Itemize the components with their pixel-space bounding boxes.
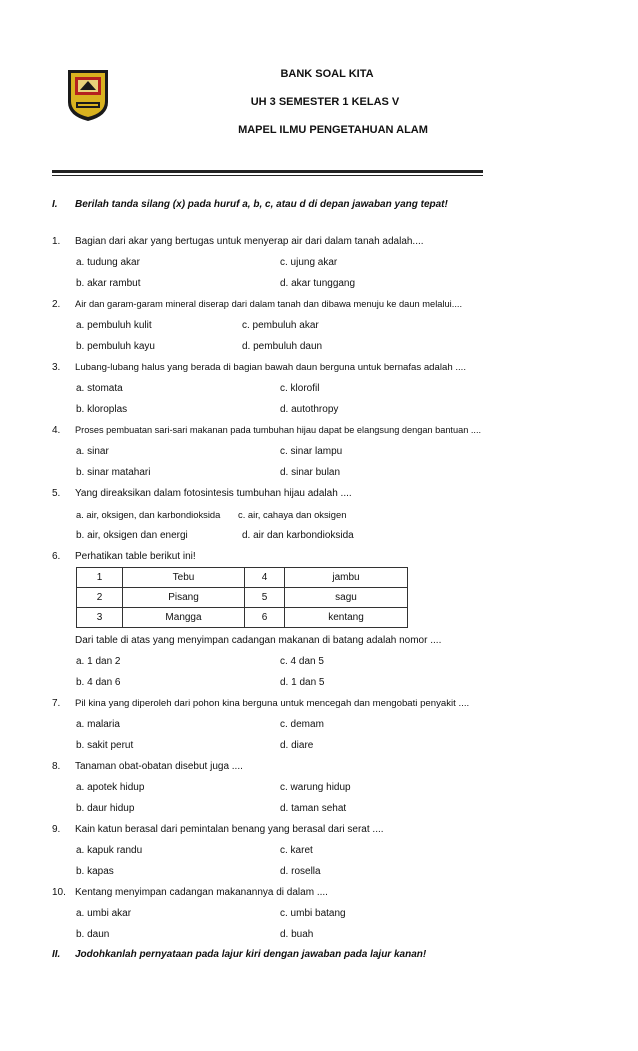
table-cell: Tebu xyxy=(123,568,245,588)
question-text: Tanaman obat-obatan disebut juga .... xyxy=(75,761,243,772)
table-cell: kentang xyxy=(285,608,408,628)
question-number: 9. xyxy=(52,824,61,835)
option-d: d. rosella xyxy=(280,866,321,877)
option-c: c. pembuluh akar xyxy=(242,320,319,331)
option-a: a. pembuluh kulit xyxy=(76,320,152,331)
header-subject: MAPEL ILMU PENGETAHUAN ALAM xyxy=(238,124,428,136)
table-cell: 6 xyxy=(245,608,285,628)
question-text-continued: Dari table di atas yang menyimpan cadangan makanan di batang adalah nomor .... xyxy=(75,635,442,646)
option-c: c. warung hidup xyxy=(280,782,351,793)
option-d: d. autothropy xyxy=(280,404,339,415)
table-cell: 4 xyxy=(245,568,285,588)
option-b: b. 4 dan 6 xyxy=(76,677,121,688)
option-a: a. sinar xyxy=(76,446,109,457)
option-a: a. malaria xyxy=(76,719,120,730)
table-row xyxy=(77,588,408,608)
option-a: a. stomata xyxy=(76,383,123,394)
option-a: a. apotek hidup xyxy=(76,782,145,793)
question-text: Air dan garam-garam mineral diserap dari dalam tanah dan dibawa menuju ke daun melalui.... xyxy=(75,299,463,309)
question-number: 4. xyxy=(52,425,61,436)
question-text: Lubang-lubang halus yang berada di bagian bawah daun berguna untuk bernafas adalah .... xyxy=(75,362,466,373)
option-c: c. demam xyxy=(280,719,324,730)
question-text: Pil kina yang diperoleh dari pohon kina berguna untuk mencegah dan mengobati penyakit .... xyxy=(75,698,470,709)
option-d: d. air dan karbondioksida xyxy=(242,530,354,541)
header-divider-thick xyxy=(52,170,483,173)
question-text: Kain katun berasal dari pemintalan benang yang berasal dari serat .... xyxy=(75,824,384,835)
option-b: b. daur hidup xyxy=(76,803,135,814)
table-cell: 1 xyxy=(77,568,123,588)
table-row xyxy=(77,568,408,588)
table-cell: 5 xyxy=(245,588,285,608)
option-c: c. klorofil xyxy=(280,383,320,394)
option-c: c. sinar lampu xyxy=(280,446,343,457)
option-c: c. 4 dan 5 xyxy=(280,656,324,667)
option-d: d. sinar bulan xyxy=(280,467,341,478)
section-2-instruction: Jodohkanlah pernyataan pada lajur kiri dengan jawaban pada lajur kanan! xyxy=(75,949,427,960)
section-2-number: II. xyxy=(52,949,61,960)
question-number: 3. xyxy=(52,362,61,373)
option-d: d. buah xyxy=(280,929,314,940)
option-b: b. kapas xyxy=(76,866,114,877)
option-d: d. taman sehat xyxy=(280,803,347,814)
option-d: d. pembuluh daun xyxy=(242,341,323,352)
option-a: a. 1 dan 2 xyxy=(76,656,121,667)
section-1-instruction: Berilah tanda silang (x) pada huruf a, b, c, atau d di depan jawaban yang tepat! xyxy=(75,199,448,210)
option-a: a. kapuk randu xyxy=(76,845,143,856)
table-cell: Mangga xyxy=(123,608,245,628)
option-b: b. pembuluh kayu xyxy=(76,341,155,352)
section-1-number: I. xyxy=(52,199,58,210)
question-number: 10. xyxy=(52,887,66,898)
option-c: c. karet xyxy=(280,845,313,856)
plant-number-table xyxy=(76,567,408,628)
option-b: b. kloroplas xyxy=(76,404,128,415)
option-d: d. 1 dan 5 xyxy=(280,677,325,688)
question-text: Proses pembuatan sari-sari makanan pada tumbuhan hijau dapat be elangsung dengan bantuan .... xyxy=(75,425,482,435)
question-number: 7. xyxy=(52,698,61,709)
header-title: BANK SOAL KITA xyxy=(280,68,374,80)
option-b: b. sinar matahari xyxy=(76,467,151,478)
option-c: c. ujung akar xyxy=(280,257,338,268)
option-c: c. air, cahaya dan oksigen xyxy=(238,509,347,520)
option-a: a. tudung akar xyxy=(76,257,140,268)
option-d: d. diare xyxy=(280,740,314,751)
question-number: 1. xyxy=(52,236,61,247)
table-cell: Pisang xyxy=(123,588,245,608)
table-row xyxy=(77,608,408,628)
option-d: d. akar tunggang xyxy=(280,278,356,289)
question-text: Perhatikan table berikut ini! xyxy=(75,551,196,562)
question-text: Bagian dari akar yang bertugas untuk menyerap air dari dalam tanah adalah.... xyxy=(75,236,424,247)
option-a: a. umbi akar xyxy=(76,908,132,919)
question-number: 8. xyxy=(52,761,61,772)
table-cell: 3 xyxy=(77,608,123,628)
question-text: Yang direaksikan dalam fotosintesis tumbuhan hijau adalah .... xyxy=(75,488,352,499)
question-number: 6. xyxy=(52,551,61,562)
question-number: 5. xyxy=(52,488,61,499)
option-b: b. air, oksigen dan energi xyxy=(76,530,188,541)
question-text: Kentang menyimpan cadangan makanannya di dalam .... xyxy=(75,887,328,898)
header-exam: UH 3 SEMESTER 1 KELAS V xyxy=(250,96,400,108)
table-cell: jambu xyxy=(285,568,408,588)
table-cell: sagu xyxy=(285,588,408,608)
option-c: c. umbi batang xyxy=(280,908,346,919)
option-b: b. akar rambut xyxy=(76,278,141,289)
option-a: a. air, oksigen, dan karbondioksida xyxy=(76,509,221,520)
option-b: b. daun xyxy=(76,929,110,940)
table-cell: 2 xyxy=(77,588,123,608)
option-b: b. sakit perut xyxy=(76,740,134,751)
header-divider-thin xyxy=(52,175,483,176)
question-number: 2. xyxy=(52,299,61,310)
